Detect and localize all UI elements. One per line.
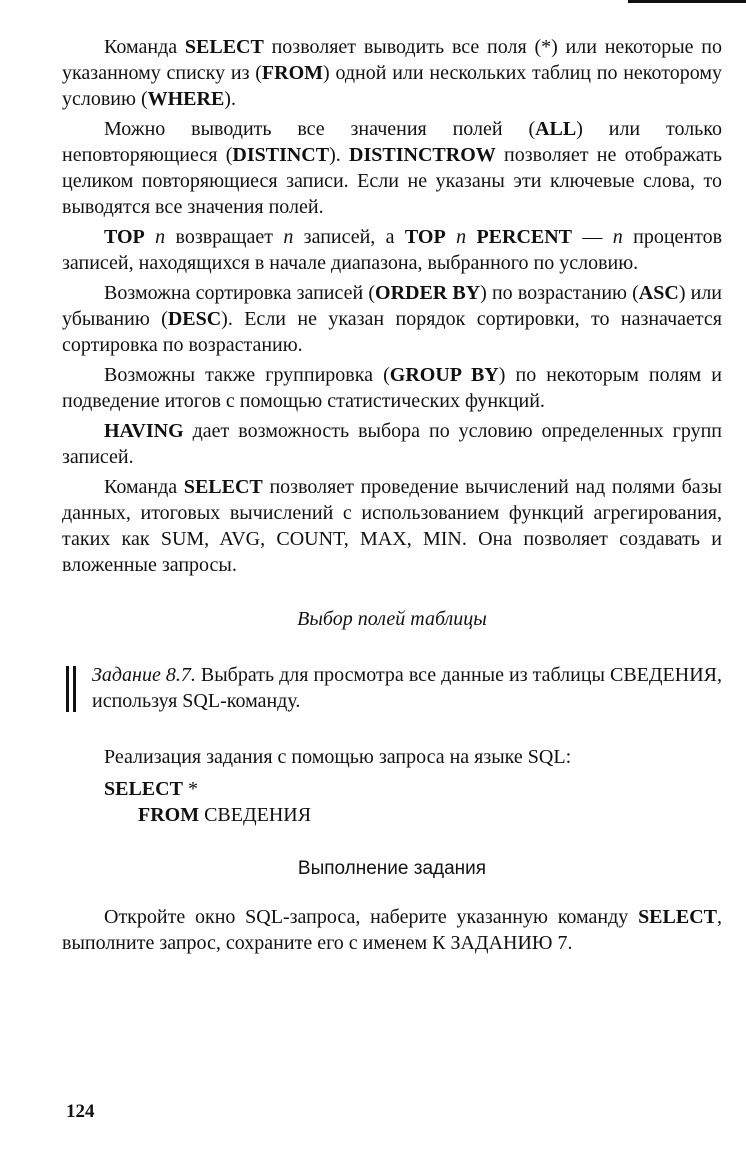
keyword-text: GROUP BY — [389, 364, 499, 386]
page-body — [62, 34, 722, 960]
sql-text: * — [182, 778, 198, 800]
sql-keyword: FROM — [138, 804, 200, 826]
keyword-text: PERCENT — [476, 226, 573, 248]
task-text: Выбрать для просмотра все данные из таблицы СВЕДЕНИЯ, используя SQL-команду. — [92, 664, 722, 712]
task-marker-bar — [66, 666, 69, 712]
keyword-text: ORDER BY — [375, 282, 481, 304]
text-run: Откройте окно SQL-запроса, наберите указанную команду — [104, 906, 639, 928]
intro-paragraphs — [62, 34, 722, 578]
section-subheading: Выбор полей таблицы — [297, 608, 487, 630]
keyword-text: DESC — [167, 308, 222, 330]
text-run: ). Если не указан порядок сортировки, то назначается сортировка по возрастанию. — [62, 308, 722, 356]
sql-line-from — [138, 802, 722, 828]
keyword-text: TOP — [404, 226, 446, 248]
top-rule — [628, 0, 746, 3]
text-run: ) одной или нескольких таблиц по некоторому условию ( — [62, 62, 722, 110]
text-run: дает возможность выбора по условию определенных групп записей. — [62, 420, 722, 468]
page-number: 124 — [66, 1101, 95, 1122]
italic-text: n — [155, 226, 166, 248]
text-run: Команда — [104, 476, 184, 498]
text-run — [145, 226, 155, 248]
text-run — [446, 226, 456, 248]
sql-keyword: SELECT — [104, 778, 183, 800]
body-paragraph — [62, 280, 722, 358]
keyword-text: ASC — [638, 282, 679, 304]
text-run: позволяет выводить все поля (*) или некоторые по указанному списку из ( — [62, 36, 722, 84]
italic-text: n — [456, 226, 467, 248]
body-paragraph — [62, 34, 722, 112]
text-run: процентов записей, находящихся в начале диапазона, выбранного по условию. — [62, 226, 723, 274]
text-run — [466, 226, 476, 248]
text-run: Возможны также группировка ( — [104, 364, 390, 386]
text-run: , выполните запрос, сохраните его с именем К ЗАДАНИЮ 7. — [62, 906, 722, 954]
keyword-text: HAVING — [104, 420, 184, 442]
sql-line-select — [104, 776, 722, 802]
keyword-text: TOP — [104, 226, 145, 248]
task-marker-bar — [73, 666, 76, 712]
text-run: Команда — [104, 36, 185, 58]
body-paragraph — [62, 418, 722, 470]
text-run: ) по возрастанию ( — [480, 282, 639, 304]
text-run: возвращает — [165, 226, 284, 248]
text-run: записей, а — [293, 226, 405, 248]
keyword-text: SELECT — [183, 476, 263, 498]
keyword-text: SELECT — [638, 906, 717, 928]
text-run: позволяет не отображать целиком повторяющиеся записи. Если не указаны эти ключевые слова, то выводятся все значения полей. — [62, 144, 722, 218]
sql-code — [104, 776, 722, 828]
italic-text: n — [612, 226, 623, 248]
text-run: ). — [224, 88, 236, 110]
text-run: ). — [329, 144, 350, 166]
text-run: ) или только неповторяющиеся ( — [62, 118, 722, 166]
body-paragraph — [62, 474, 722, 578]
text-run: ) по некоторым полям и подведение итогов с помощью статистических функций. — [62, 364, 722, 412]
text-run: — — [572, 226, 613, 248]
final-paragraph — [62, 904, 722, 956]
implementation-text: Реализация задания с помощью запроса на языке SQL: — [104, 746, 572, 768]
keyword-text: DISTINCTROW — [349, 144, 496, 166]
text-run: ) или убыванию ( — [62, 282, 722, 330]
keyword-text: FROM — [261, 62, 324, 84]
body-paragraph — [62, 116, 722, 220]
task-label: Задание 8.7. — [92, 664, 196, 686]
text-run: позволяет проведение вычислений над полями базы данных, итоговых вычислений с использованием функций агрегирования, таких как SUM, AVG, COUNT, MAX, MIN. Она позволяет создавать и вложенные запросы. — [62, 476, 722, 576]
italic-text: n — [283, 226, 294, 248]
keyword-text: ALL — [535, 118, 577, 140]
task-block — [62, 662, 722, 714]
keyword-text: WHERE — [147, 88, 225, 110]
text-run: Можно выводить все значения полей ( — [104, 118, 536, 140]
execution-heading: Выполнение задания — [297, 858, 487, 879]
body-paragraph — [62, 224, 722, 276]
sql-text: СВЕДЕНИЯ — [199, 804, 312, 826]
text-run: Возможна сортировка записей ( — [104, 282, 376, 304]
keyword-text: DISTINCT — [232, 144, 330, 166]
keyword-text: SELECT — [184, 36, 264, 58]
body-paragraph — [62, 362, 722, 414]
